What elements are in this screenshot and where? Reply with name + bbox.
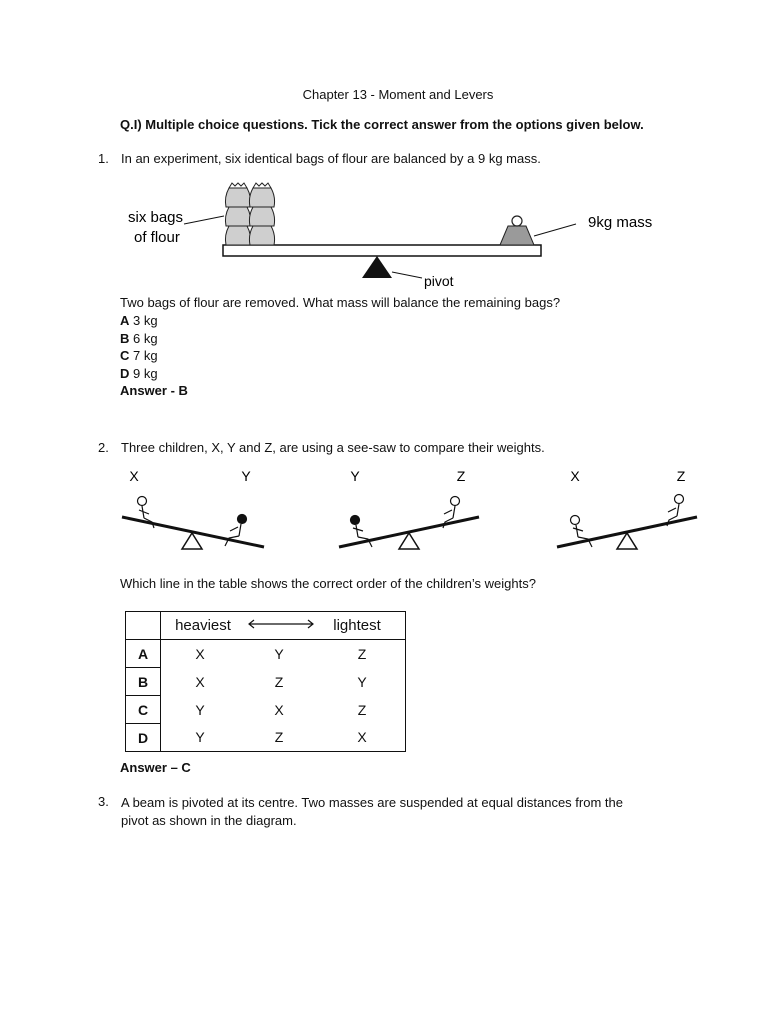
pivot-leader: [392, 272, 422, 278]
row-c-c2: X: [274, 701, 284, 718]
row-a-c3: Z: [357, 645, 367, 662]
q1-number: 1.: [98, 151, 109, 166]
flour-bags: [225, 183, 274, 245]
q2-number: 2.: [98, 440, 109, 455]
row-d-letter: D: [126, 724, 161, 752]
row-b-c1: X: [195, 673, 205, 690]
table-header-row: [126, 612, 406, 640]
q1-question: Two bags of flour are removed. What mass will balance the remaining bags?: [120, 295, 561, 310]
mass-leader: [534, 224, 576, 236]
q2-question: Which line in the table shows the correct order of the children’s weights?: [120, 576, 536, 591]
table-row: [126, 696, 406, 724]
seesaw-3-pivot: [617, 533, 637, 549]
label-bags-line1: six bags: [128, 209, 184, 226]
q3-number: 3.: [98, 794, 109, 809]
row-d-c2: Z: [274, 729, 284, 746]
seesaw-3: [553, 465, 703, 555]
q2-answer: Answer – C: [120, 760, 191, 775]
header-lightest: lightest: [333, 617, 381, 634]
mass-9kg: [500, 216, 534, 245]
label-mass: 9kg mass: [588, 214, 653, 231]
lever-beam: [223, 245, 541, 256]
q3-line1: A beam is pivoted at its centre. Two masses are suspended at equal distances from the: [121, 795, 623, 810]
q1-option-a[interactable]: A 3 kg: [120, 313, 158, 328]
bags-leader: [184, 216, 224, 224]
seesaw-2-left-label: Y: [350, 468, 360, 484]
seesaw-1-right-label: Y: [241, 468, 251, 484]
row-c-c3: Z: [357, 701, 367, 718]
seesaw-1: [118, 465, 268, 555]
row-a-letter: A: [126, 640, 161, 668]
q3-line2: pivot as shown in the diagram.: [121, 812, 297, 828]
q1-answer: Answer - B: [120, 383, 188, 398]
table-header-corner: [126, 612, 161, 640]
seesaw-1-pivot: [182, 533, 202, 549]
q1-option-c[interactable]: C 7 kg: [120, 348, 158, 363]
q1-option-b[interactable]: B 6 kg: [120, 330, 158, 346]
label-bags-line2: of flour: [134, 229, 180, 246]
table-header-cell: [161, 612, 406, 640]
row-c-c1: Y: [195, 701, 205, 718]
seesaw-2: [335, 465, 485, 555]
seesaw-2-right-label: Z: [456, 468, 466, 484]
header-heaviest: heaviest: [175, 617, 231, 634]
seesaw-1-left-label: X: [129, 468, 139, 484]
seesaw-3-right-label: Z: [676, 468, 686, 484]
label-pivot: pivot: [424, 273, 454, 289]
row-a-c1: X: [195, 645, 205, 662]
pivot-triangle: [362, 256, 392, 278]
q1-option-d[interactable]: D 9 kg: [120, 365, 158, 381]
row-c-letter: C: [126, 696, 161, 724]
row-b-letter: B: [126, 668, 161, 696]
section-heading: Q.I) Multiple choice questions. Tick the correct answer from the options given below.: [120, 117, 644, 132]
lever-diagram: [120, 178, 680, 290]
page-title: Chapter 13 - Moment and Levers: [302, 87, 494, 102]
row-d-c3: X: [357, 729, 367, 746]
row-b-c2: Z: [274, 673, 284, 690]
row-b-c3: Y: [357, 673, 367, 690]
table-row: [126, 724, 406, 752]
q1-text: In an experiment, six identical bags of flour are balanced by a 9 kg mass.: [121, 151, 541, 166]
row-a-c2: Y: [274, 645, 284, 662]
row-d-c1: Y: [195, 729, 205, 746]
double-arrow-icon: [245, 617, 317, 634]
table-row: [126, 668, 406, 696]
table-row: [126, 640, 406, 668]
seesaw-3-left-label: X: [570, 468, 580, 484]
q2-text: Three children, X, Y and Z, are using a see-saw to compare their weights.: [121, 440, 545, 455]
seesaw-2-pivot: [399, 533, 419, 549]
weights-table: [125, 611, 406, 752]
